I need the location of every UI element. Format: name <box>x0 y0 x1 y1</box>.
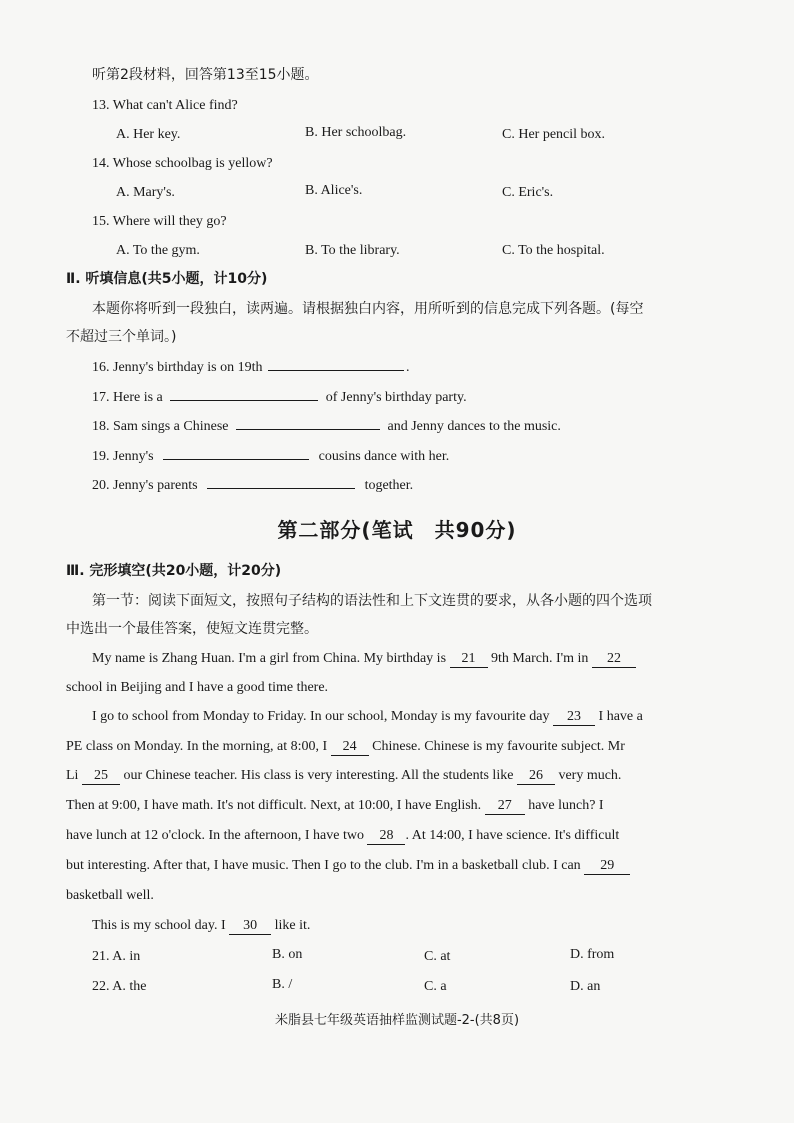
passage-line-6 <box>66 797 604 815</box>
cloze-blank-26: 26 <box>517 768 555 785</box>
section-3-instruction-cont: 中选出一个最佳答案，使短文连贯完整。 <box>66 621 318 637</box>
answer-blank-19[interactable] <box>163 445 309 460</box>
part-heading: 第二部分(笔试 共90分) <box>277 518 517 542</box>
passage-text: I have a <box>598 709 643 724</box>
passage-line-9: basketball well. <box>66 888 154 903</box>
section-3-instruction: 第一节：阅读下面短文，按照句子结构的语法性和上下文连贯的要求，从各小题的四个选项 <box>92 593 652 609</box>
cloze-blank-21: 21 <box>450 651 488 668</box>
passage-text: PE class on Monday. In the morning, at 8:00, I <box>66 739 328 754</box>
passage-text: our Chinese teacher. His class is very interesting. All the students like <box>123 768 514 783</box>
passage-text: have lunch? I <box>528 798 604 813</box>
section-2-title: Ⅱ. 听填信息(共5小题，计10分) <box>66 271 268 287</box>
passage-text: Then at 9:00, I have math. It's not difficult. Next, at 10:00, I have English. <box>66 798 482 813</box>
option-15a: A. To the gym. <box>116 243 200 258</box>
option-13c: C. Her pencil box. <box>502 127 606 142</box>
section-2-instruction: 本题你将听到一段独白，读两遍。请根据独白内容，用所听到的信息完成下列各题。(每空 <box>92 301 644 317</box>
question-13: 13. What can't Alice find? <box>92 98 238 113</box>
passage-text: Li <box>66 768 79 783</box>
cloze-blank-27: 27 <box>485 798 525 815</box>
passage-line-7 <box>66 827 619 845</box>
passage-line-5 <box>66 767 621 785</box>
choice-21d: D. from <box>570 947 615 962</box>
choice-22c: C. a <box>424 979 447 994</box>
fill-16-end: . <box>406 360 410 375</box>
question-15: 15. Where will they go? <box>92 214 227 229</box>
cloze-blank-24: 24 <box>331 739 369 756</box>
section-2-instruction-cont: 不超过三个单词。) <box>66 329 177 345</box>
passage-text: very much. <box>558 768 622 783</box>
question-14: 14. Whose schoolbag is yellow? <box>92 156 273 171</box>
fill-17 <box>92 386 467 407</box>
option-14a: A. Mary's. <box>116 185 175 200</box>
passage-text: This is my school day. I <box>92 918 226 933</box>
cloze-blank-23: 23 <box>553 709 595 726</box>
answer-blank-16[interactable] <box>268 356 404 371</box>
fill-20-end: together. <box>364 478 414 493</box>
fill-19-end: cousins dance with her. <box>318 449 450 464</box>
fill-19-text: 19. Jenny's <box>92 449 154 464</box>
passage-text: like it. <box>274 918 311 933</box>
option-13b: B. Her schoolbag. <box>305 125 407 140</box>
choice-21b: B. on <box>272 947 303 962</box>
section-intro: 听第2段材料，回答第13至15小题。 <box>92 67 319 83</box>
passage-line-8 <box>66 857 630 875</box>
fill-20-text: 20. Jenny's parents <box>92 478 198 493</box>
fill-17-end: of Jenny's birthday party. <box>325 390 467 405</box>
cloze-blank-22: 22 <box>592 651 636 668</box>
fill-18-text: 18. Sam sings a Chinese <box>92 419 229 434</box>
option-15c: C. To the hospital. <box>502 243 605 258</box>
section-3-title: Ⅲ. 完形填空(共20小题，计20分) <box>66 563 282 579</box>
choice-22b: B. / <box>272 977 293 992</box>
passage-text: My name is Zhang Huan. I'm a girl from China. My birthday is <box>92 651 447 666</box>
fill-16 <box>92 356 410 377</box>
fill-16-text: 16. Jenny's birthday is on 19th <box>92 360 263 375</box>
passage-text: 9th March. I'm in <box>491 651 589 666</box>
cloze-blank-28: 28 <box>367 828 405 845</box>
passage-text: but interesting. After that, I have music. Then I go to the club. I'm in a basketball club. I can <box>66 858 581 873</box>
cloze-blank-29: 29 <box>584 858 630 875</box>
fill-17-text: 17. Here is a <box>92 390 163 405</box>
answer-blank-18[interactable] <box>236 415 380 430</box>
choice-22a: 22. A. the <box>92 979 147 994</box>
passage-line-4 <box>66 738 625 756</box>
fill-18 <box>92 415 561 436</box>
passage-line-10 <box>92 917 310 935</box>
passage-line-3 <box>92 708 643 726</box>
fill-19 <box>92 445 449 466</box>
passage-line-1 <box>92 650 636 668</box>
cloze-blank-25: 25 <box>82 768 120 785</box>
answer-blank-17[interactable] <box>170 386 318 401</box>
passage-text: I go to school from Monday to Friday. In our school, Monday is my favourite day <box>92 709 550 724</box>
option-15b: B. To the library. <box>305 243 400 258</box>
passage-line-2: school in Beijing and I have a good time there. <box>66 680 329 695</box>
passage-text: . At 14:00, I have science. It's difficult <box>405 828 620 843</box>
choice-21a: 21. A. in <box>92 949 141 964</box>
answer-blank-20[interactable] <box>207 474 355 489</box>
choice-22d: D. an <box>570 979 601 994</box>
cloze-blank-30: 30 <box>229 918 271 935</box>
option-13a: A. Her key. <box>116 127 181 142</box>
choice-21c: C. at <box>424 949 451 964</box>
passage-text: Chinese. Chinese is my favourite subject. Mr <box>372 739 625 754</box>
option-14c: C. Eric's. <box>502 185 554 200</box>
fill-18-end: and Jenny dances to the music. <box>387 419 561 434</box>
fill-20 <box>92 474 413 495</box>
page-footer: 米脂县七年级英语抽样监测试题-2-(共8页) <box>274 1013 520 1028</box>
option-14b: B. Alice's. <box>305 183 363 198</box>
passage-text: have lunch at 12 o'clock. In the afternoon, I have two <box>66 828 364 843</box>
